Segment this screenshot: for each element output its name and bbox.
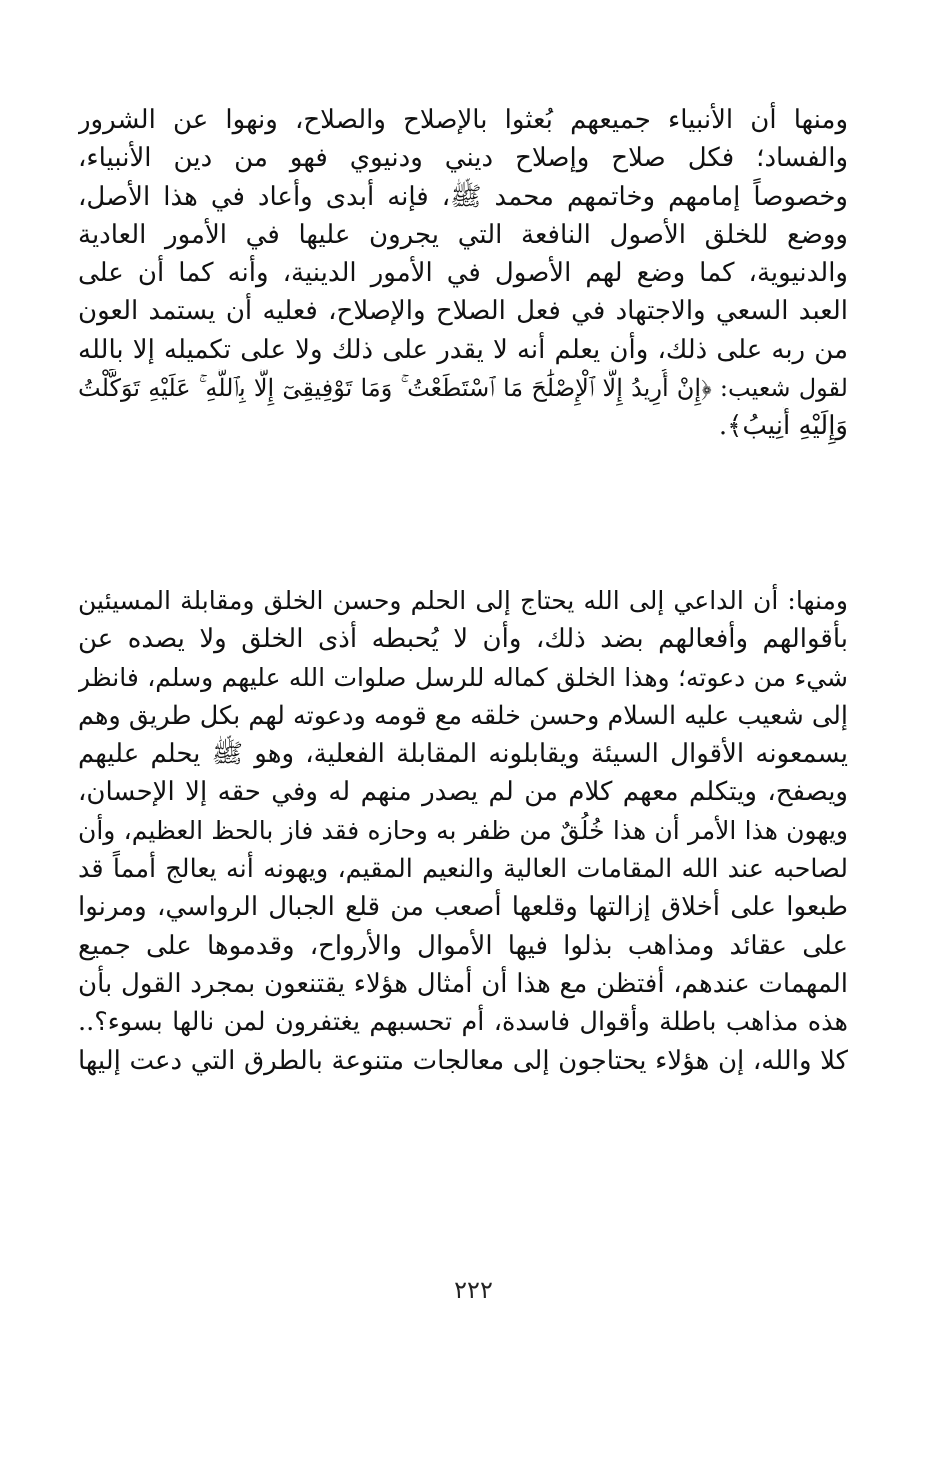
text-line: ويهون هذا الأمر أن هذا خُلُقٌ من ظفر به وحازه فقد فاز بالحظ العظيم، وأن bbox=[78, 815, 848, 845]
text-line: من ربه على ذلك، وأن يعلم أنه لا يقدر على ذلك ولا على تكميله إلا بالله bbox=[78, 334, 848, 365]
text-line: على عقائد ومذاهب بذلوا فيها الأموال والأرواح، وقدموها على جميع bbox=[78, 930, 848, 961]
text-line: كلا والله، إن هؤلاء يحتاجون إلى معالجات متنوعة بالطرق التي دعت إليها bbox=[78, 1045, 848, 1076]
text-line: والدنيوية، كما وضع لهم الأصول في الأمور الدينية، وأنه كما أن على bbox=[78, 258, 848, 289]
text-line: ووضع للخلق الأصول النافعة التي يجرون عليها في الأمور العادية bbox=[78, 219, 848, 250]
quran-verse-line: وَإِلَيْهِ أُنِيبُ﴾. bbox=[718, 411, 848, 442]
text-line: ويصفح، ويتكلم معهم كلام من لم يصدر منهم له وفي حقه إلا الإحسان، bbox=[78, 777, 848, 808]
text-line: لصاحبه عند الله المقامات العالية والنعيم المقيم، ويهونه أنه يعالج أمماً قد bbox=[78, 854, 848, 885]
text-line: هذه مذاهب باطلة وأقوال فاسدة، أم تحسبهم يغتفرون لمن نالها بسوء؟.. bbox=[78, 1007, 848, 1038]
paragraph-2 bbox=[78, 582, 848, 1080]
text-line: ومنها: أن الداعي إلى الله يحتاج إلى الحلم وحسن الخلق ومقابلة المسيئين bbox=[78, 586, 848, 615]
text-line: والفساد؛ فكل صلاح وإصلاح ديني ودنيوي فهو من دين الأنبياء، bbox=[78, 143, 848, 174]
text-line: وخصوصاً إمامهم وخاتمهم محمد ﷺ، فإنه أبدى وأعاد في هذا الأصل، bbox=[78, 181, 848, 212]
text-line: يسمعونه الأقوال السيئة ويقابلونه المقابلة الفعلية، وهو ﷺ يحلم عليهم bbox=[78, 739, 848, 770]
text-line: المهمات عندهم، أفتظن مع هذا أن أمثال هؤلاء يقتنعون بمجرد القول بأن bbox=[78, 968, 848, 999]
text-line: بأقوالهم وأفعالهم بضد ذلك، وأن لا يُحبطه أذى الخلق ولا يصده عن bbox=[78, 624, 848, 655]
page-number: ٢٢٢ bbox=[454, 1276, 493, 1304]
text-line: شيء من دعوته؛ وهذا الخلق كماله للرسل صلوات الله عليهم وسلم، فانظر bbox=[78, 662, 848, 692]
text-line: ومنها أن الأنبياء جميعهم بُعثوا بالإصلاح والصلاح، ونهوا عن الشرور bbox=[78, 105, 848, 135]
quran-verse-line: لقول شعيب: ﴿إِنْ أُرِيدُ إِلَّا ٱلْإِصْلَٰحَ مَا ٱسْتَطَعْتُ ۚ وَمَا تَوْفِيقِىٓ إِلَّا بِٱللَّهِ ۚ عَلَيْهِ تَوَكَّلْتُ bbox=[78, 374, 848, 403]
text-line: طبعوا على أخلاق إزالتها وقلعها أصعب من قلع الجبال الرواسي، ومرنوا bbox=[78, 892, 848, 923]
text-line: إلى شعيب عليه السلام وحسن خلقه مع قومه ودعوته لهم بكل طريق وهم bbox=[78, 700, 848, 731]
paragraph-1 bbox=[78, 101, 848, 446]
text-line: العبد السعي والاجتهاد في فعل الصلاح والإصلاح، فعليه أن يستمد العون bbox=[78, 296, 848, 327]
